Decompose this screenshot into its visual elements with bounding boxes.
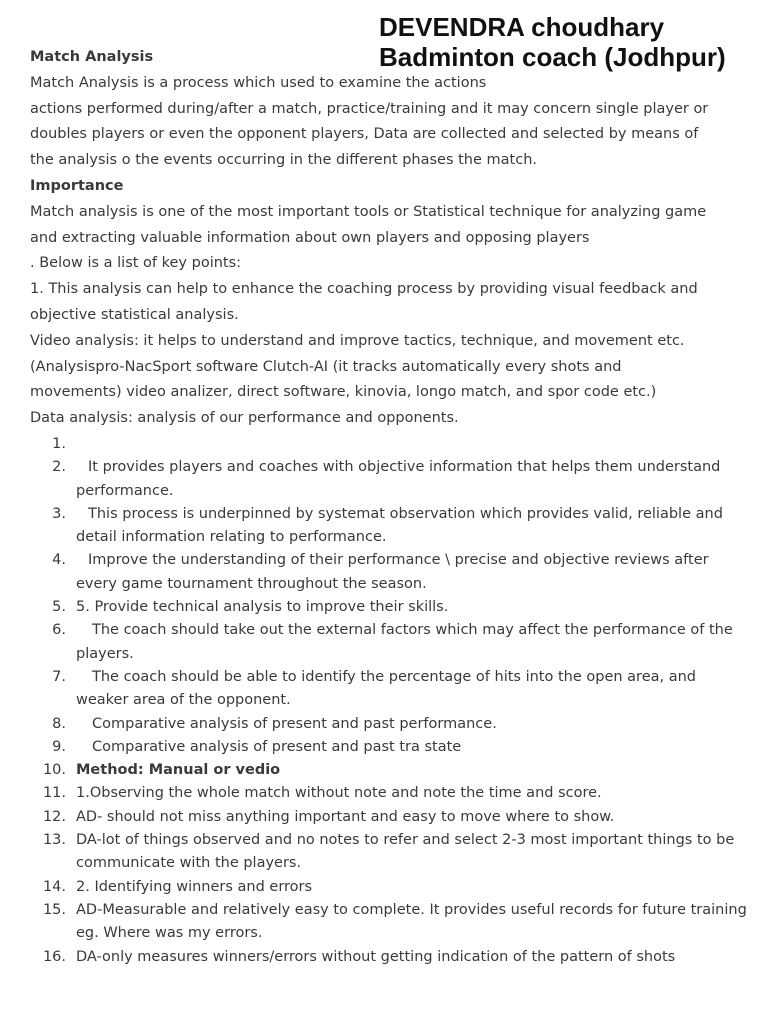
- list-text: Method: Manual or vedio: [76, 762, 281, 779]
- section-heading-match-analysis: Match Analysis: [30, 49, 154, 65]
- importance-line: objective statistical analysis.: [30, 306, 239, 323]
- intro-line: Match Analysis is a process which used to examine the actions: [30, 74, 487, 91]
- list-text: It provides players and coaches with objective information that helps them understand performance.: [76, 459, 721, 499]
- list-text: DA-lot of things observed and no notes to refer and select 2-3 most important things to be communicate with the players.: [76, 832, 735, 872]
- list-item: [30, 456, 750, 503]
- importance-line: Video analysis: it helps to understand and improve tactics, technique, and movement etc.: [30, 332, 685, 349]
- list-item: [30, 759, 750, 782]
- list-text: Comparative analysis of present and past tra state: [92, 738, 462, 755]
- list-text: [76, 433, 750, 456]
- document-body: [30, 45, 750, 432]
- intro-line: doubles players or even the opponent players, Data are collected and selected by means of: [30, 126, 699, 143]
- list-item: [30, 713, 750, 736]
- list-item: [30, 946, 750, 969]
- list-item: [30, 666, 750, 713]
- importance-line: (Analysispro-NacSport software Clutch-AI (it tracks automatically every shots and: [30, 358, 622, 375]
- importance-line: Data analysis: analysis of our performance and opponents.: [30, 410, 459, 427]
- list-item: [30, 549, 750, 596]
- importance-line: . Below is a list of key points:: [30, 255, 242, 272]
- list-text: 1.Observing the whole match without note and note the time and score.: [76, 785, 602, 802]
- list-text: The coach should be able to identify the percentage of hits into the open area, and weaker area of the opponent.: [76, 668, 697, 709]
- list-number: 2.: [52, 459, 66, 476]
- list-text: 2. Identifying winners and errors: [76, 878, 313, 895]
- list-number: 3.: [52, 505, 66, 522]
- key-points-list: [30, 433, 750, 969]
- list-text: The coach should take out the external factors which may affect the performance of the players.: [76, 622, 733, 662]
- author-name: DEVENDRA choudhary: [379, 12, 665, 42]
- list-item: [30, 503, 750, 550]
- importance-line: 1. This analysis can help to enhance the coaching process by providing visual feedback and: [30, 281, 698, 298]
- list-item: [30, 619, 750, 666]
- list-item: [30, 782, 750, 805]
- list-text: AD-Measurable and relatively easy to complete. It provides useful records for future training eg. Where was my errors.: [76, 901, 747, 942]
- list-number: 7.: [52, 668, 66, 685]
- list-number: 15.: [42, 901, 66, 918]
- list-number: 4.: [52, 552, 66, 569]
- list-item: [30, 433, 750, 456]
- list-number: 5.: [52, 599, 66, 616]
- list-number: 8.: [52, 715, 66, 732]
- author-role: Badminton coach (Jodhpur): [379, 42, 726, 72]
- list-number: 6.: [52, 622, 66, 639]
- list-number: 13.: [42, 832, 66, 849]
- intro-line: actions performed during/after a match, practice/training and it may concern single player or: [30, 100, 709, 117]
- list-number: 1.: [52, 436, 66, 452]
- list-number: 12.: [42, 808, 66, 825]
- intro-line: the analysis o the events occurring in the different phases the match.: [30, 152, 537, 169]
- list-number: 16.: [42, 948, 66, 965]
- list-item: [30, 829, 750, 876]
- list-number: 11.: [42, 785, 66, 802]
- list-number: 10.: [42, 762, 66, 779]
- list-number: 14.: [42, 878, 66, 895]
- list-text: This process is underpinned by systemat observation which provides valid, reliable and detail information relating to performance.: [76, 505, 723, 546]
- list-item: [30, 596, 750, 619]
- list-text: Comparative analysis of present and past performance.: [92, 715, 497, 732]
- list-text: DA-only measures winners/errors without getting indication of the pattern of shots: [76, 948, 676, 965]
- section-heading-importance: Importance: [30, 177, 124, 194]
- list-item: [30, 736, 750, 759]
- list-number: 9.: [52, 738, 66, 755]
- list-text: Improve the understanding of their performance \ precise and objective reviews after every game tournament throughout the season.: [76, 552, 709, 592]
- importance-line: and extracting valuable information about own players and opposing players: [30, 229, 590, 246]
- importance-line: Match analysis is one of the most important tools or Statistical technique for analyzing game: [30, 203, 707, 220]
- importance-line: movements) video analizer, direct software, kinovia, longo match, and spor code etc.): [30, 384, 657, 401]
- list-text: 5. Provide technical analysis to improve their skills.: [76, 599, 449, 616]
- list-item: [30, 806, 750, 829]
- list-text: AD- should not miss anything important and easy to move where to show.: [76, 808, 615, 825]
- list-item: [30, 899, 750, 946]
- list-item: [30, 876, 750, 899]
